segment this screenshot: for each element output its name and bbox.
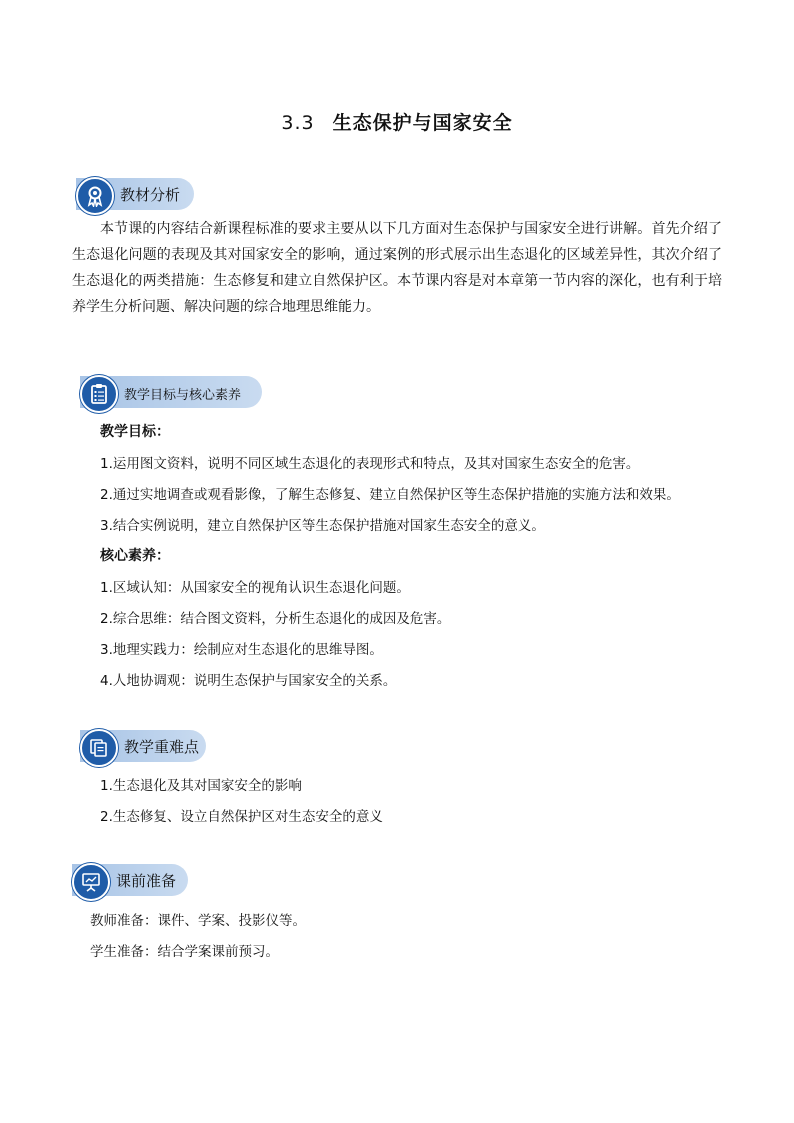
award-ribbon-icon (76, 177, 114, 215)
preparation-item: 学生准备：结合学案课前预习。 (90, 944, 279, 960)
presentation-board-icon (72, 863, 110, 901)
section-number: 3.3 (281, 112, 315, 134)
literacy-item: 3.地理实践力：绘制应对生态退化的思维导图。 (100, 642, 383, 658)
section-header-keypoints (80, 730, 206, 762)
title-text: 生态保护与国家安全 (332, 112, 513, 134)
section-heading: 教材分析 (120, 186, 181, 204)
section-heading: 教学重难点 (124, 738, 200, 756)
keypoint-item: 2.生态修复、设立自然保护区对生态安全的意义 (100, 809, 383, 825)
section-header-analysis (76, 178, 194, 210)
preparation-item: 教师准备：课件、学案、投影仪等。 (90, 913, 306, 929)
objective-item: 3.结合实例说明，建立自然保护区等生态保护措施对国家生态安全的意义。 (100, 518, 545, 534)
stacked-documents-icon (80, 729, 118, 767)
analysis-paragraph: 本节课的内容结合新课程标准的要求主要从以下几方面对生态保护与国家安全进行讲解。首先介绍了生态退化问题的表现及其对国家安全的影响，通过案例的形式展示出生态退化的区域差异性，其次介绍了生态退化的两类措施：生态修复和建立自然保护区。本节课内容是对本章第一节内容的深化，也有利于培养学生分析问题、解决问题的综合地理思维能力。 (72, 221, 722, 315)
clipboard-list-icon (80, 375, 118, 413)
section-header-preparation (72, 864, 188, 896)
literacy-item: 2.综合思维：结合图文资料，分析生态退化的成因及危害。 (100, 611, 451, 627)
section-heading: 课前准备 (116, 872, 177, 890)
objective-item: 1.运用图文资料，说明不同区域生态退化的表现形式和特点，及其对国家生态安全的危害。 (100, 456, 640, 472)
objectives-title: 教学目标： (100, 424, 170, 440)
literacy-item: 1.区域认知：从国家安全的视角认识生态退化问题。 (100, 580, 410, 596)
literacy-item: 4.人地协调观：说明生态保护与国家安全的关系。 (100, 673, 397, 689)
page-title (0, 108, 794, 135)
section-header-goals (80, 376, 262, 408)
literacy-title: 核心素养： (100, 548, 170, 564)
keypoint-item: 1.生态退化及其对国家安全的影响 (100, 778, 302, 794)
objective-item: 2.通过实地调查或观看影像，了解生态修复、建立自然保护区等生态保护措施的实施方法和效果。 (100, 487, 680, 503)
section-heading: 教学目标与核心素养 (124, 388, 242, 403)
